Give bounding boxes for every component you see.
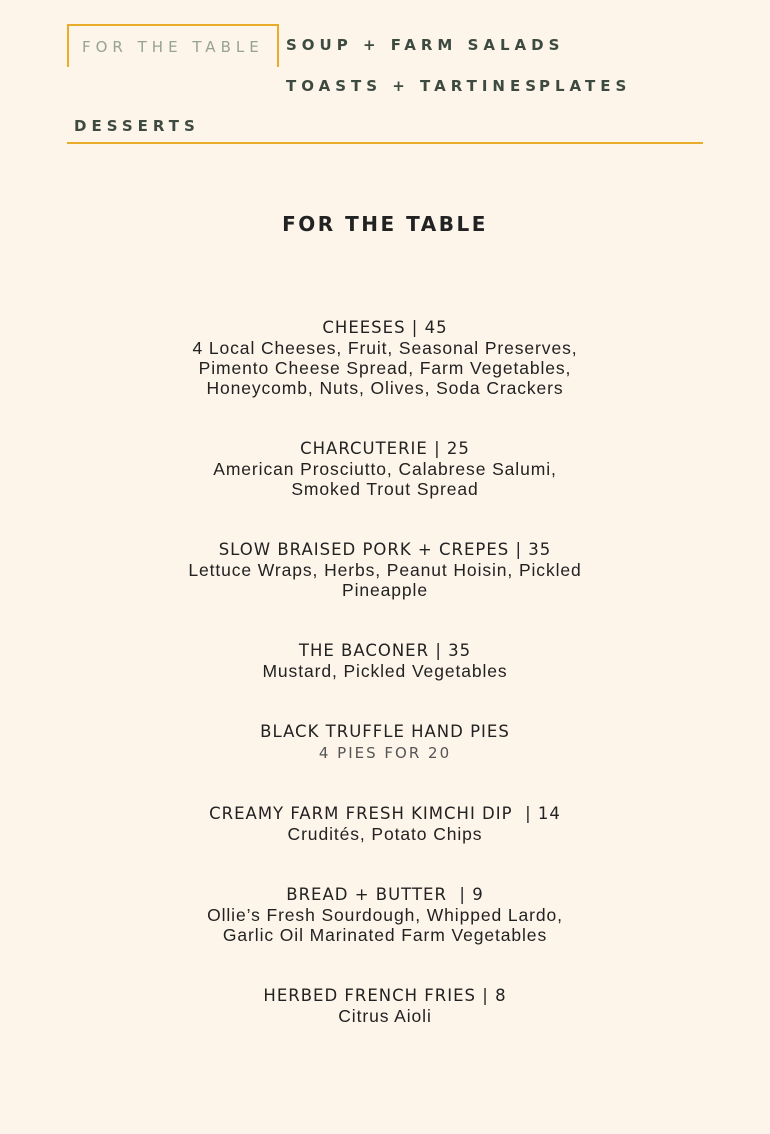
item-description: 4 Local Cheeses, Fruit, Seasonal Preserves, Pimento Cheese Spread, Farm Vegetables, Honeycomb, Nuts, Olives, Soda Crackers	[192, 338, 578, 398]
menu-tabs	[67, 24, 703, 144]
item-description: Lettuce Wraps, Herbs, Peanut Hoisin, Pickled Pineapple	[188, 560, 582, 600]
item-name: BREAD + BUTTER | 9	[286, 885, 484, 904]
menu-item	[160, 721, 610, 803]
tab-plates[interactable]: PLATES	[539, 77, 632, 95]
tab-for-the-table[interactable]: FOR THE TABLE	[67, 24, 279, 67]
item-description: Crudités, Potato Chips	[287, 824, 483, 844]
item-description: American Prosciutto, Calabrese Salumi, Smoked Trout Spread	[213, 459, 557, 499]
item-description: Mustard, Pickled Vegetables	[262, 661, 508, 681]
item-name: THE BACONER | 35	[298, 641, 472, 660]
tab-toasts-tartines[interactable]: TOASTS + TARTINES	[286, 77, 542, 95]
menu-items	[160, 317, 610, 1045]
menu-item	[160, 640, 610, 721]
menu-item	[160, 539, 610, 640]
tab-desserts[interactable]: DESSERTS	[74, 117, 200, 135]
item-name: HERBED FRENCH FRIES | 8	[263, 986, 507, 1005]
menu-item	[160, 317, 610, 438]
menu-item	[160, 803, 610, 884]
menu-item	[160, 985, 610, 1045]
item-note: 4 PIES FOR 20	[318, 744, 452, 762]
section-title: FOR THE TABLE	[282, 212, 488, 236]
menu-item	[160, 884, 610, 985]
item-description: Citrus Aioli	[338, 1006, 432, 1026]
item-name: BLACK TRUFFLE HAND PIES	[260, 722, 510, 741]
item-name: CREAMY FARM FRESH KIMCHI DIP | 14	[209, 804, 561, 823]
tab-soup-farm-salads[interactable]: SOUP + FARM SALADS	[286, 36, 565, 54]
item-name: CHARCUTERIE | 25	[300, 439, 470, 458]
item-name: CHEESES | 45	[322, 318, 448, 337]
item-name: SLOW BRAISED PORK + CREPES | 35	[218, 540, 552, 559]
menu-item	[160, 438, 610, 539]
item-description: Ollie’s Fresh Sourdough, Whipped Lardo, Garlic Oil Marinated Farm Vegetables	[207, 905, 563, 945]
